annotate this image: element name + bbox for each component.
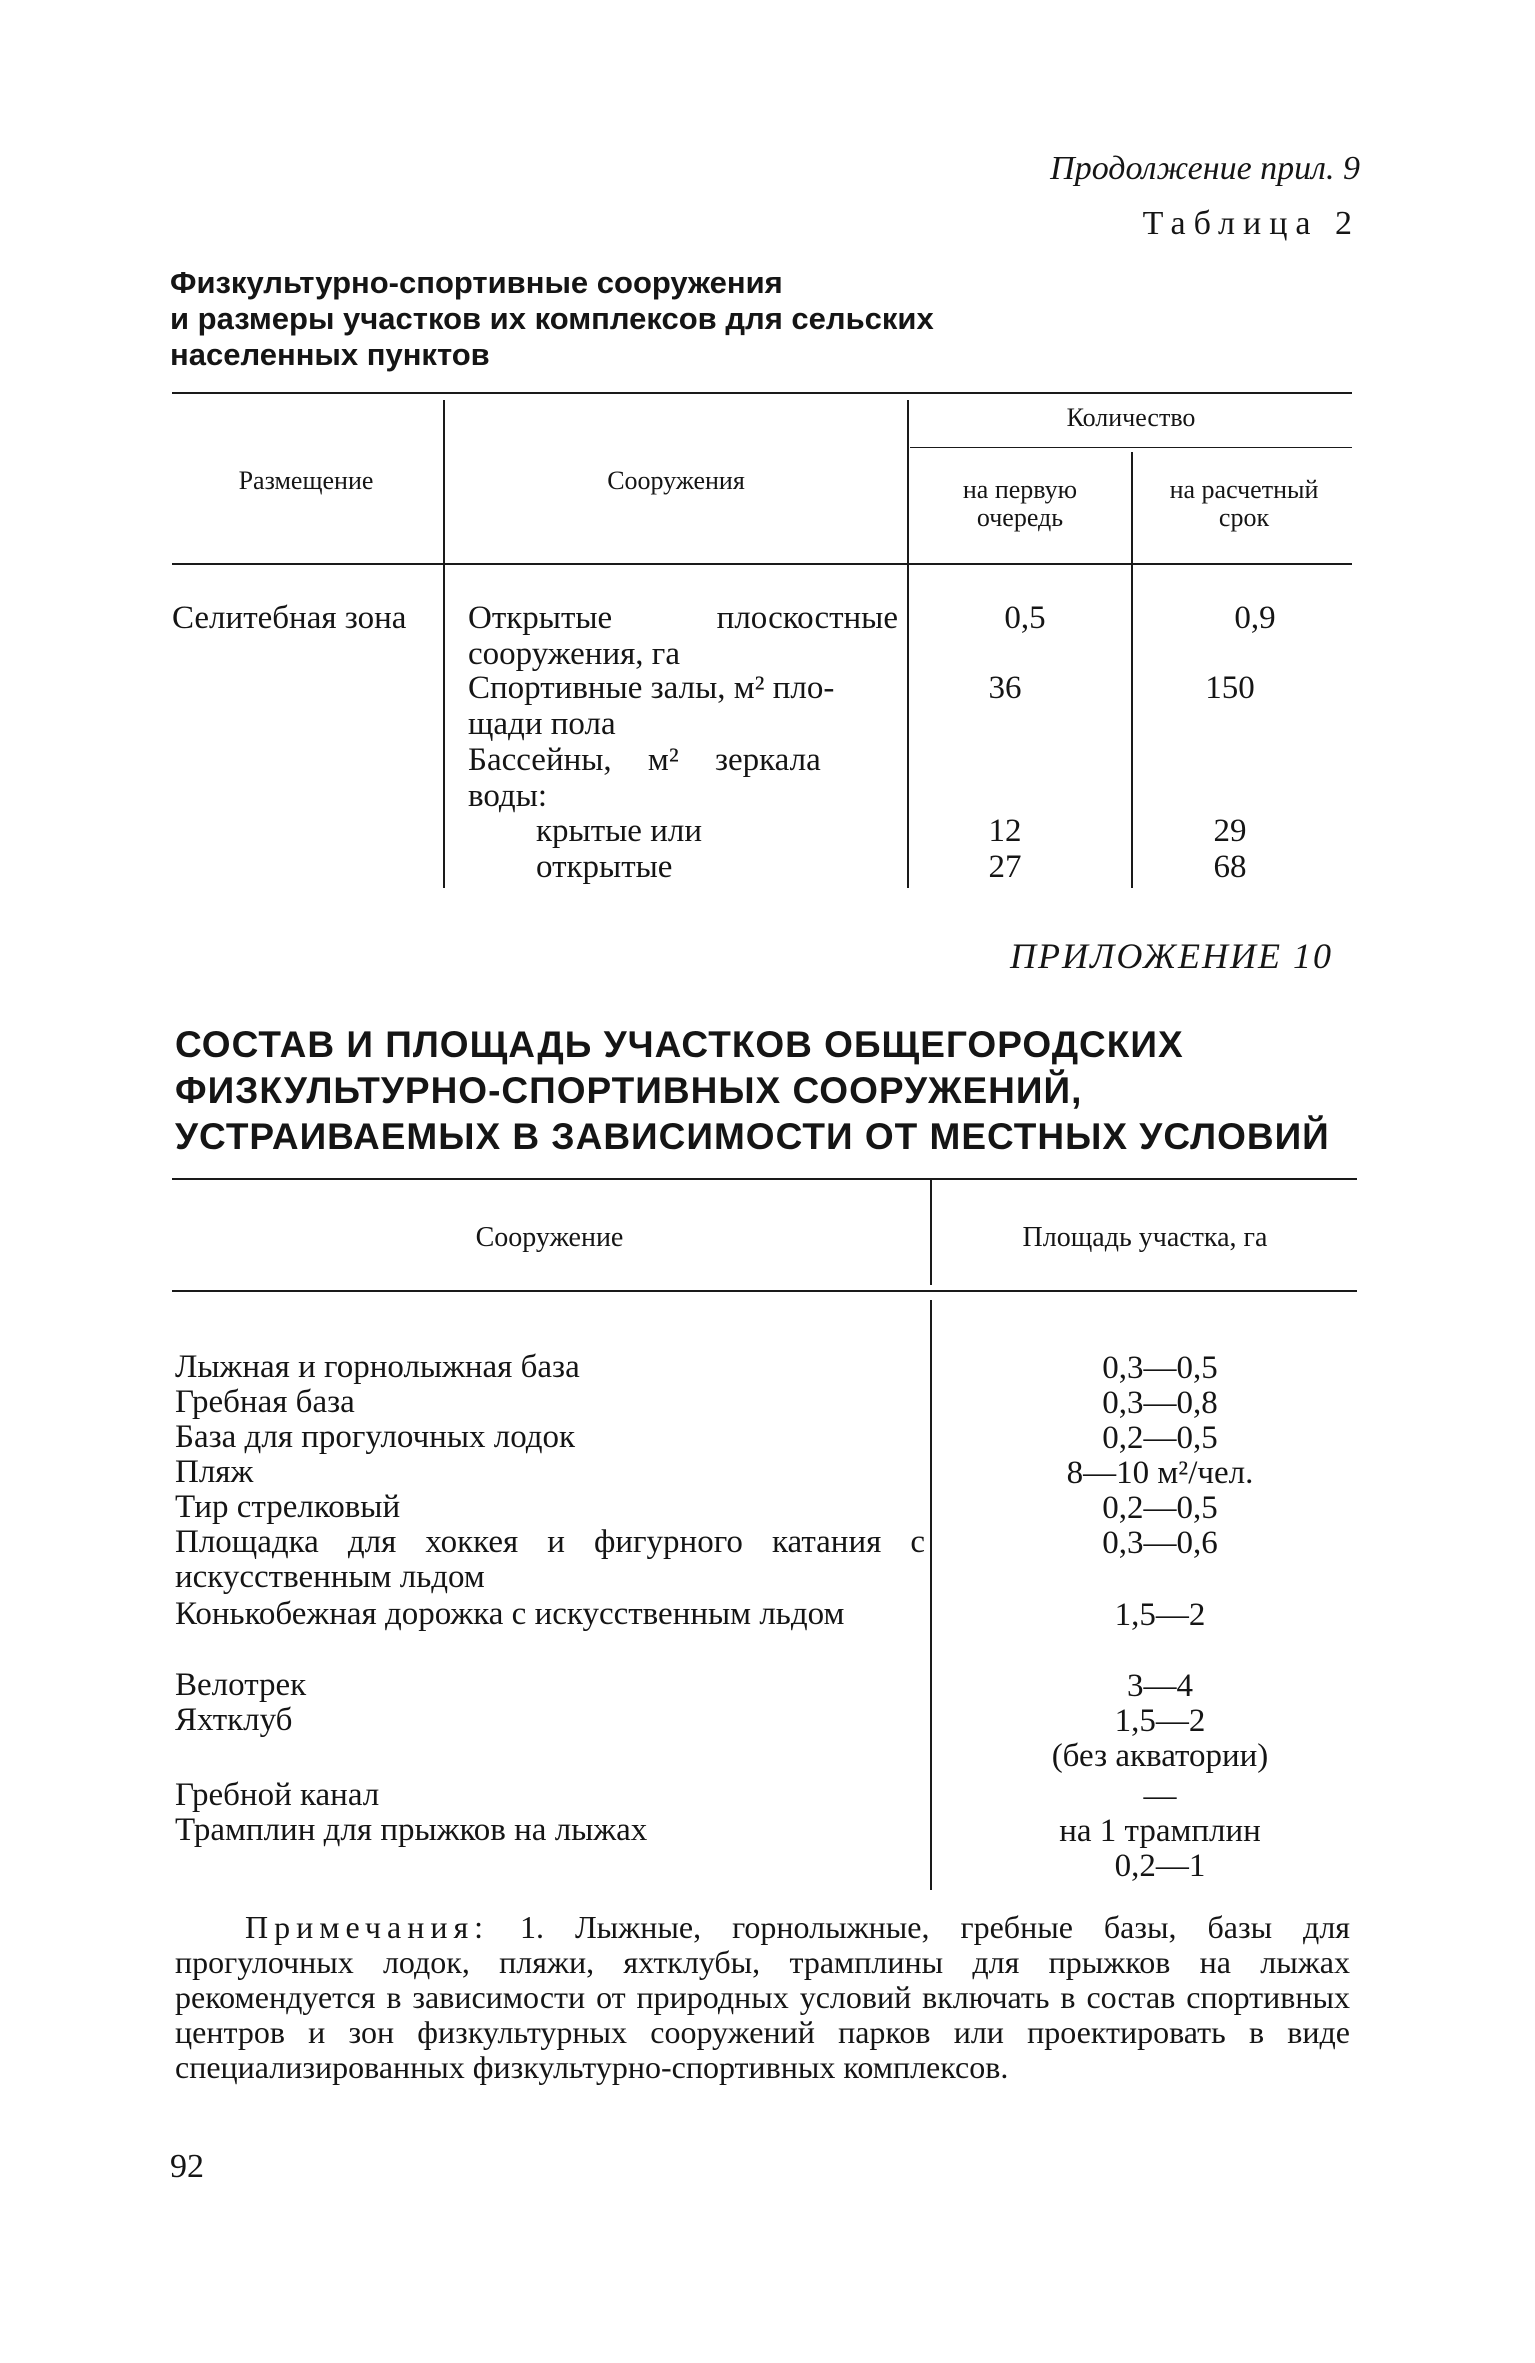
header-line: срок	[1218, 503, 1270, 532]
table2-col-first	[910, 476, 1130, 532]
table2-row-name	[468, 600, 898, 672]
table2-col-estimated	[1134, 476, 1354, 532]
table2-first-value: 12	[988, 813, 1022, 849]
table2-estimated-value: 29	[1213, 813, 1247, 849]
table3-col-area: Площадь участка, га	[1022, 1222, 1268, 1253]
table2-divider	[1131, 452, 1133, 888]
header-line: на первую	[962, 475, 1078, 504]
table3-col-structure: Сооружение	[475, 1222, 624, 1253]
notes-text: 1. Лыжные, горнолыжные, гребные базы, базы для прогулочных лодок, пляжи, яхтклубы, трамплины для прыжков на лыжах рекомендуется в зависимости от природных условий включать в состав спортивных центров и зон физкультурных сооружений парков или проектировать в виде специализированных физкультурно-спортивных комплексов.	[175, 1909, 1351, 2085]
table2-divider	[907, 400, 909, 888]
table3-row-area: 1,5—2	[1114, 1597, 1206, 1633]
table3-row-name: Гребная база	[175, 1384, 355, 1420]
appendix-label: ПРИЛОЖЕНИЕ 10	[1010, 936, 1333, 976]
table3-row-area: 8—10 м²/чел.	[1066, 1455, 1254, 1491]
table3-row-area: (без акватории)	[1051, 1738, 1269, 1774]
table2-first-value: 36	[988, 670, 1022, 706]
table2-estimated-value: 0,9	[1234, 600, 1276, 636]
name-line: Бассейны, м² зеркала	[468, 742, 821, 778]
table2-row-name	[468, 742, 898, 814]
name-line: воды:	[468, 778, 548, 814]
table2-placement-value: Селитебная зона	[172, 600, 407, 636]
table3-row-name: База для прогулочных лодок	[175, 1419, 576, 1455]
table-number: Таблица 2	[1142, 205, 1360, 242]
continuation-label: Продолжение прил. 9	[1050, 150, 1360, 187]
table3-header-bottom-rule	[172, 1290, 1357, 1292]
table3-row-name: Гребной канал	[175, 1777, 380, 1813]
table3-row-area: на 1 трамплин	[1059, 1813, 1261, 1849]
table2-col-structures: Сооружения	[607, 466, 745, 495]
table2-col-placement: Размещение	[238, 466, 374, 495]
table3-row-area: 0,3—0,5	[1102, 1350, 1218, 1386]
table3-row-area: 1,5—2	[1114, 1703, 1206, 1739]
table2-top-rule	[172, 392, 1352, 394]
header-line: очередь	[976, 503, 1064, 532]
table3-row-area: 0,2—1	[1114, 1848, 1206, 1884]
table2-row-name: крытые или	[536, 813, 702, 849]
table3-row-area: 0,3—0,8	[1102, 1385, 1218, 1421]
table3-divider	[930, 1300, 932, 1890]
appendix-title-line: ФИЗКУЛЬТУРНО-СПОРТИВНЫХ СООРУЖЕНИЙ,	[175, 1070, 1083, 1111]
table2-quantity-rule	[910, 447, 1352, 448]
table2-title-line: населенных пунктов	[170, 337, 490, 372]
table3-row-name: Яхтклуб	[175, 1702, 293, 1738]
table2-col-quantity: Количество	[1066, 403, 1196, 432]
table2-first-value: 0,5	[1004, 600, 1046, 636]
appendix-title-line: СОСТАВ И ПЛОЩАДЬ УЧАСТКОВ ОБЩЕГОРОДСКИХ	[175, 1024, 1184, 1065]
table3-row-name: Лыжная и горнолыжная база	[175, 1349, 580, 1385]
table2-estimated-value: 68	[1213, 849, 1247, 885]
table3-row-name: Площадка для хоккея и фигурного катания с искусственным льдом	[175, 1524, 925, 1595]
table2-title	[170, 265, 934, 373]
table3-row-area: 0,3—0,6	[1102, 1525, 1218, 1561]
table3-row-name: Велотрек	[175, 1667, 307, 1703]
appendix-title	[175, 1022, 1330, 1160]
table2-title-line: Физкультурно-спортивные сооружения	[170, 265, 783, 300]
table2-divider	[443, 400, 445, 888]
table3-divider	[930, 1180, 932, 1285]
table2-row-name	[468, 670, 898, 742]
table2-estimated-value: 150	[1205, 670, 1255, 706]
table3-row-area: 3—4	[1127, 1668, 1193, 1704]
table2-first-value: 27	[988, 849, 1022, 885]
table3-row-name: Конькобежная дорожка с искусственным льдом	[175, 1596, 845, 1632]
notes	[175, 1910, 1350, 2085]
table3-row-area: —	[1143, 1778, 1177, 1814]
table3-row-area: 0,2—0,5	[1102, 1490, 1218, 1526]
table3-row-name: Трамплин для прыжков на лыжах	[175, 1812, 648, 1848]
table3-row-area: 0,2—0,5	[1102, 1420, 1218, 1456]
name-part: Открытые	[468, 600, 613, 636]
table3-row-name: Пляж	[175, 1454, 254, 1490]
header-line: на расчетный	[1169, 475, 1319, 504]
table3-top-rule	[172, 1178, 1357, 1180]
table2-row-name: открытые	[536, 849, 673, 885]
table2-title-line: и размеры участков их комплексов для сельских	[170, 301, 934, 336]
notes-label: Примечания:	[245, 1909, 490, 1945]
table2-header-bottom-rule	[172, 563, 1352, 565]
name-line: Спортивные залы, м² пло-	[468, 670, 835, 706]
name-line: сооружения, га	[468, 636, 680, 672]
page-number: 92	[170, 2148, 204, 2185]
name-part: плоскостные	[716, 600, 898, 636]
name-line: щади пола	[468, 706, 616, 742]
appendix-title-line: УСТРАИВАЕМЫХ В ЗАВИСИМОСТИ ОТ МЕСТНЫХ УСЛОВИЙ	[175, 1116, 1330, 1157]
table3-row-name: Тир стрелковый	[175, 1489, 401, 1525]
